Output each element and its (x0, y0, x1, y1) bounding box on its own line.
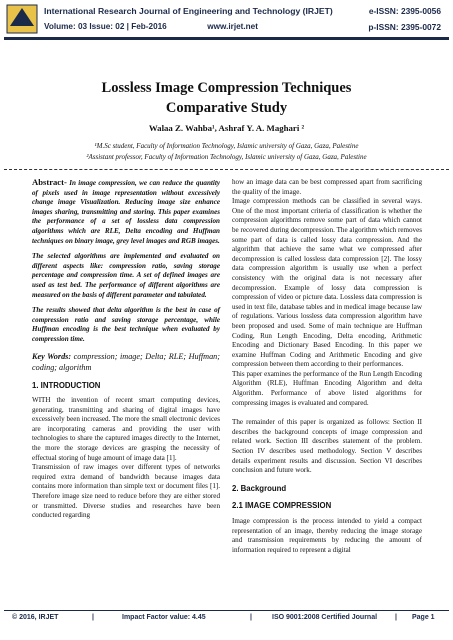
intro-p1: WITH the invention of recent smart computing devices, generating, transmitting and sharing of digital images have excessively been increased. The more the small electronic devices are incorporating cameras and providing the user with technologies to share the captured images directly to the Internet, the more the storage devices are grasping the necessity of effectual storing of huge amount of image data [1]. (32, 396, 220, 462)
image-compression-heading: 2.1 IMAGE COMPRESSION (232, 501, 332, 511)
footer-sep-3: | (395, 614, 397, 621)
affiliation-1: ¹M.Sc student, Faculty of Information Technology, Islamic university of Gaza, Gaza, Palestine (94, 142, 359, 150)
paper-title (0, 78, 453, 118)
abstract-p3: The results showed that delta algorithm is the best in case of compression ratio and saving storage percentage, while Huffman encoding is the best technique when evaluated by compression time. (32, 306, 220, 343)
abstract-p2: The selected algorithms are implemented and evaluated on different aspects like: compression ratio, saving storage percentage and compression time. A set of defined images are used as test bed. The performance of different algorithms are measured on the basis of different parameter and tabulated. (32, 252, 220, 299)
intro-p2: Transmission of raw images over different types of networks required extra demand of bandwidth because images data contains more information than simple text or document files [1]. Therefore image size need to reduce before they are either stored or transmitted. Diverse studies and researches have been conducted regarding (32, 463, 220, 520)
section-divider (4, 169, 449, 170)
journal-name: International Research Journal of Engineering and Technology (IRJET) (44, 6, 333, 16)
abstract-p1: Abstract- In image compression, we can reduce the quantity of pixels used in image representation without excessively change image Visualization. Reducing image size enhance images sharing, transmitting and storing. This paper examines the performance of a set of lossless data compression algorithms which are RLE, Delta encoding and Huffman techniques on binary image, grey level images and RGB images. (32, 177, 220, 245)
body-p2: Image compression methods can be classified in several ways. One of the most important criteria of classification is whether the compression algorithms remove some part of data which cannot be recovered during decompression. The algorithm which removes some part of data is called lossy data compression. And the algorithm that achieve the same what we compressed after decompression is called lossless data compression [2]. The lossy data compression algorithm is usually use when a perfect consistency with the original data is not necessary after decompression. Example of lossy data compression is compression of video or picture data. Lossless data compression is used in text file, database tables and in medical image because law of regulations. Various lossless data compression algorithm have been proposed and used. Some of main technique are Huffman Coding, Run Length Encoding, Delta encoding, Arithmetic Encoding and Dictionary Based Encoding. In this paper we examine Huffman Coding and Arithmetic Encoding and give compression between them according to their performances. (232, 197, 422, 369)
footer-impact: Impact Factor value: 4.45 (122, 614, 206, 621)
body-p4: The remainder of this paper is organized as follows: Section II describes the background concepts of image compression and related work. Section III describes statement of the problem. Section IV describes used methodology. Section V describes details experiment results and discussion. Section VI describes conclusion and future work. (232, 418, 422, 475)
journal-volume (44, 22, 258, 31)
body-p5: Image compression is the process intended to yield a compact representation of an image, thereby reducing the image storage and transmission requirements by reducing the amount of information required to represent a digital (232, 517, 422, 554)
footer-page: Page 1 (412, 614, 435, 621)
abstract-heading: Abstract- (32, 177, 67, 187)
paper-authors: Walaa Z. Wahba¹, Ashraf Y. A. Maghari ² (148, 123, 305, 133)
keywords: Key Words: compression; image; Delta; RLE; Huffman; coding; algorithm (32, 351, 220, 372)
body-p3: This paper examines the performance of the Run Length Encoding Algorithm (RLE), Huffman Encoding Algorithm and delta Algorithm. Performance of above listed algorithms for compressing images is evaluated and compared. (232, 369, 422, 407)
irjet-logo (6, 4, 38, 34)
journal-url[interactable]: www.irjet.net (207, 22, 258, 31)
footer-sep-2: | (250, 614, 252, 621)
e-issn: e-ISSN: 2395-0056 (368, 6, 441, 16)
keywords-heading: Key Words: (32, 351, 72, 361)
footer-divider (4, 610, 449, 611)
body-p1: how an image data can be best compressed apart from sacrificing the quality of the image. (232, 178, 422, 196)
right-column (232, 178, 422, 561)
title-line-2: Comparative Study (165, 100, 288, 116)
left-column (32, 178, 220, 527)
header-divider (4, 37, 449, 40)
footer-sep-1: | (92, 614, 94, 621)
intro-heading: 1. INTRODUCTION (32, 380, 101, 390)
background-heading: 2. Background (232, 483, 287, 493)
title-line-1: Lossless Image Compression Techniques (101, 80, 352, 96)
volume-issue: Volume: 03 Issue: 02 | Feb-2016 (44, 22, 167, 31)
affiliation-2: ²Assistant professor, Faculty of Information Technology, Islamic university of Gaza, Gaza, Palestine (86, 153, 367, 161)
p-issn: p-ISSN: 2395-0072 (368, 22, 441, 32)
footer-copyright: © 2016, IRJET (12, 614, 59, 621)
journal-header (0, 0, 453, 40)
footer-iso: ISO 9001:2008 Certified Journal (272, 614, 378, 621)
